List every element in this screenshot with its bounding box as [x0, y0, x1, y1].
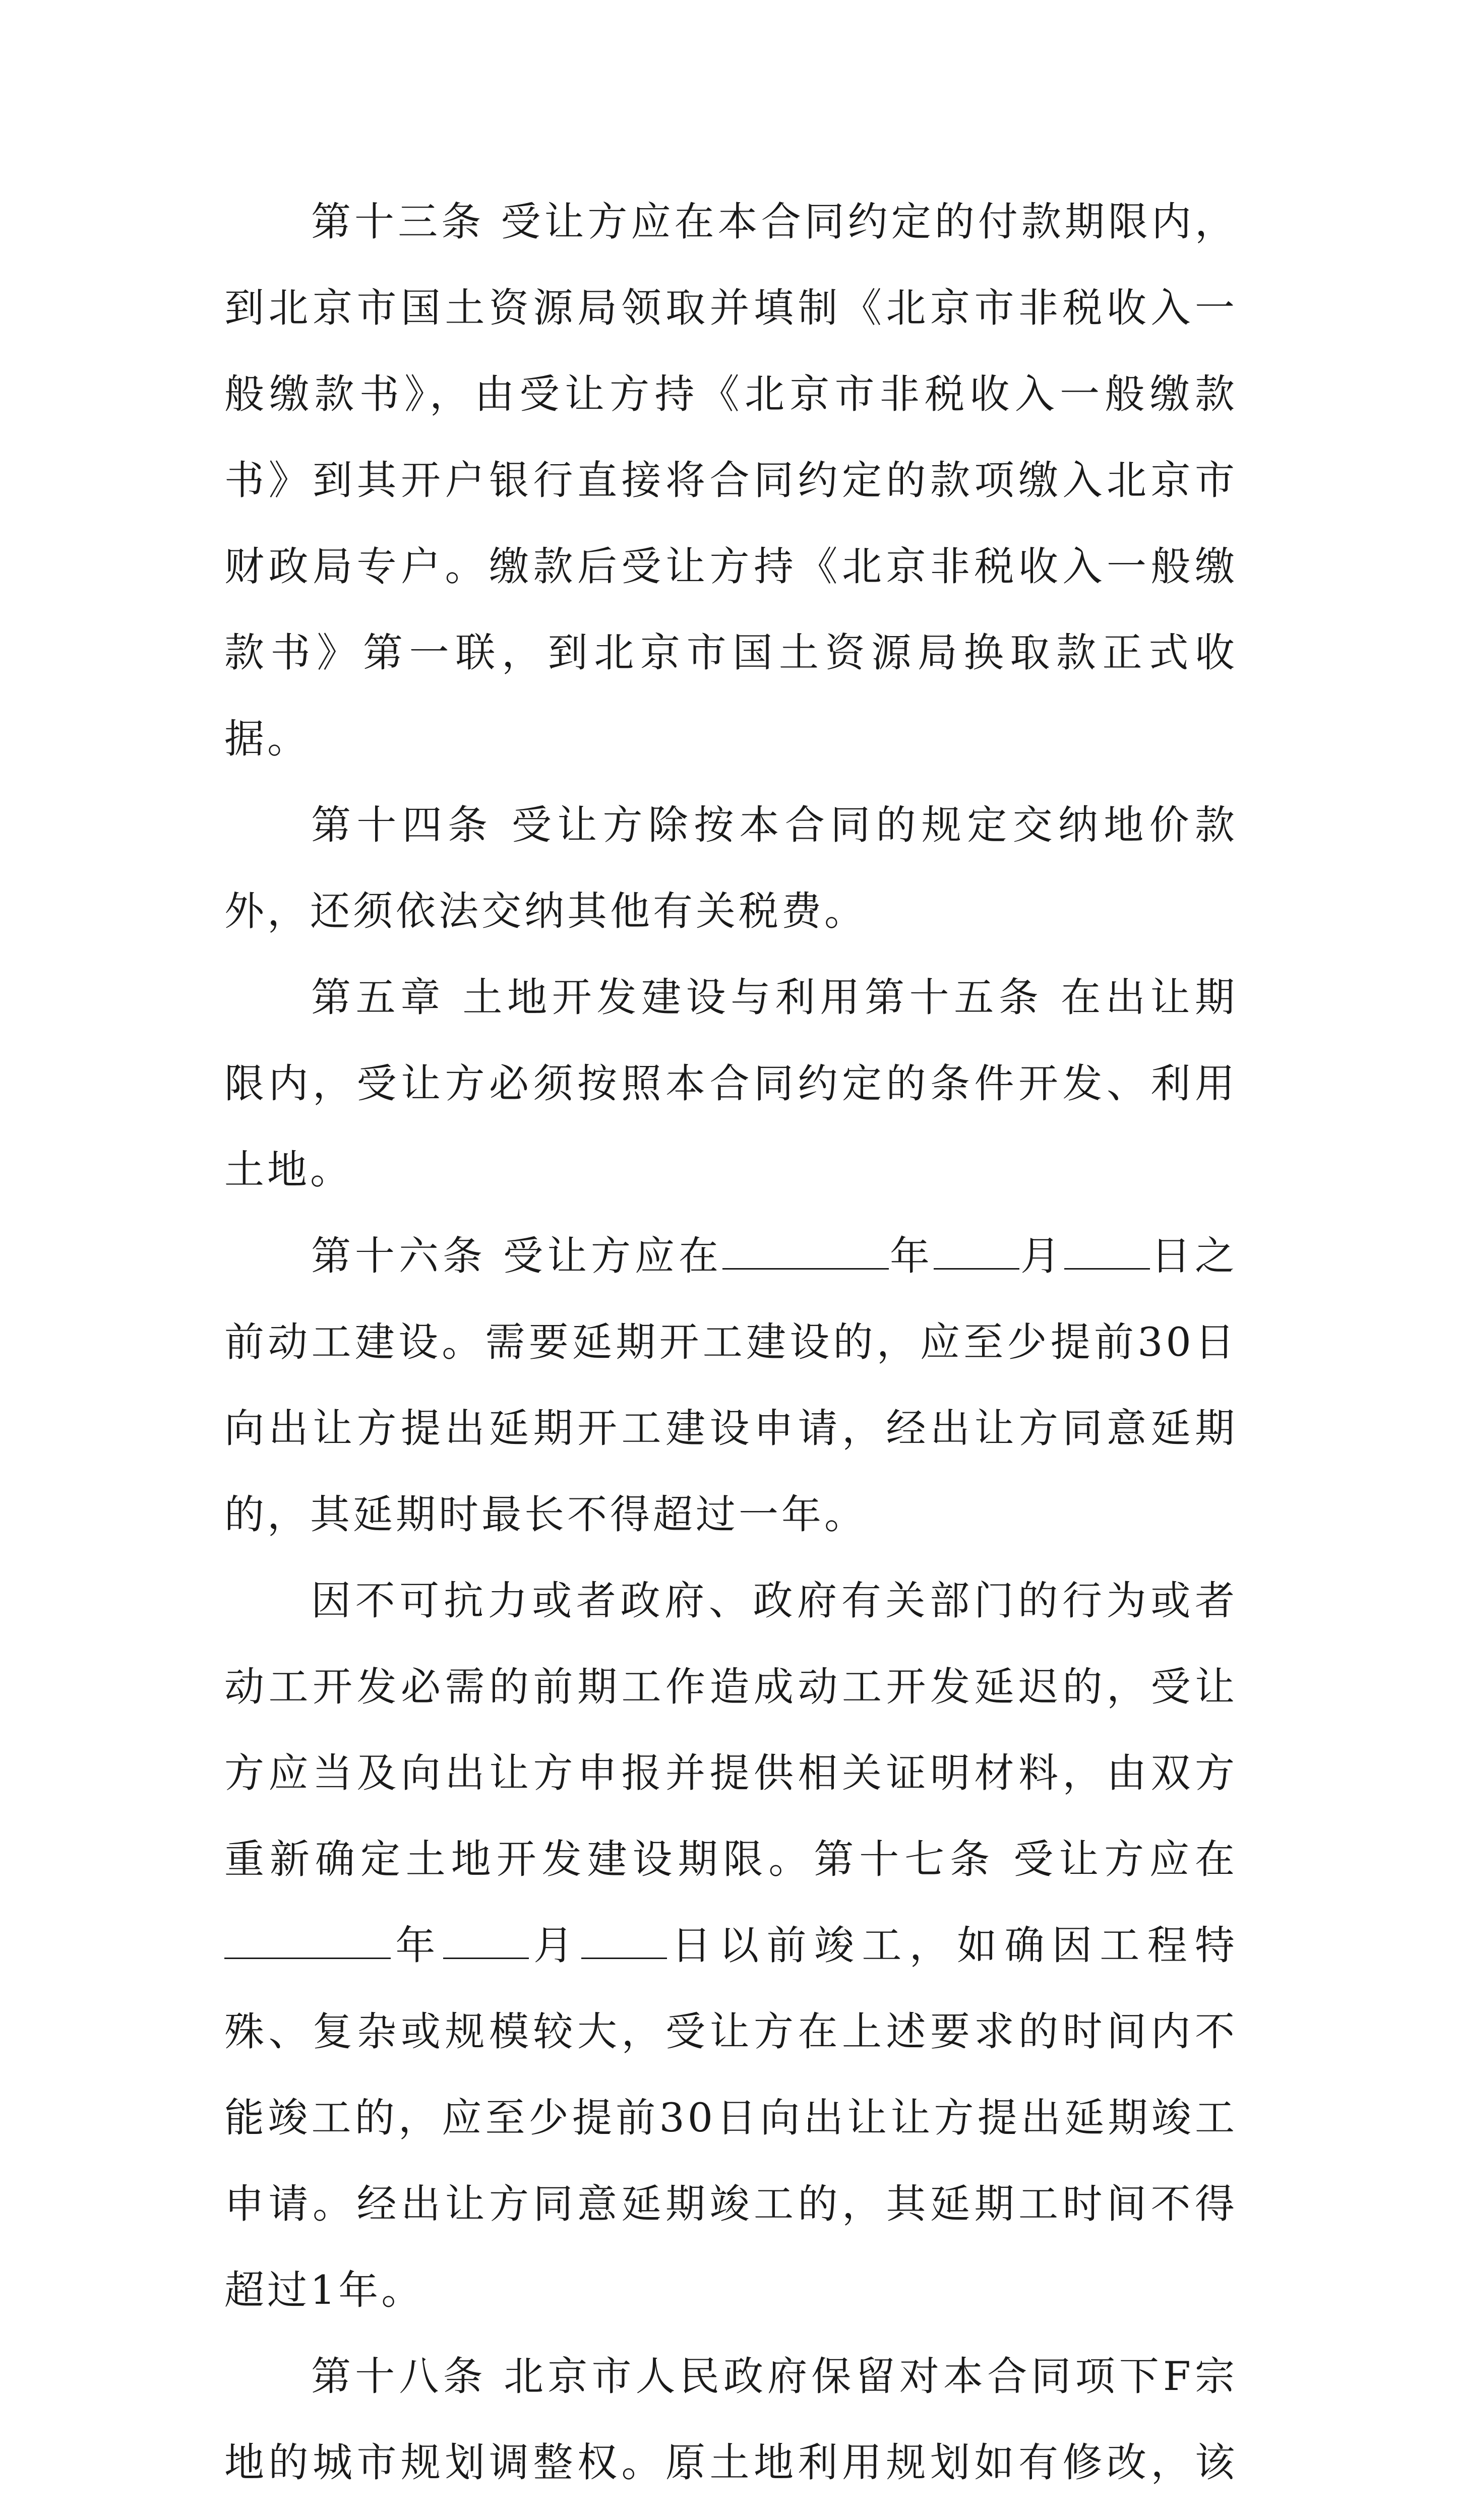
article-17-lead-text: 因不可抗力或者政府、政府有关部门的行为或者动工开发必需的前期工作造成动工开发延迟的，受让方应当及向出让方申报并提供相关证明材料，由双方重新确定土地开发建设期限。第十七条 受让方应在	[224, 1578, 1238, 1882]
month-blank	[443, 1927, 529, 1959]
article-13-paragraph: 第十三条 受让方应在本合同约定的付款期限内，到北京市国土资源局领取并填制《北京市非税收入一般缴款书》，由受让方持《北京市非税收入一般缴款书》到其开户银行直接将合同约定的款项缴入北京市财政局专户。缴款后受让方持《北京非税收入一般缴款书》第一联，到北京市国土资源局换取款正式收据。	[224, 199, 1238, 762]
contract-body	[224, 179, 1238, 2520]
month-blank	[934, 1238, 1019, 1270]
force-majeure-article-17-paragraph	[224, 1558, 1238, 2334]
article-14-paragraph: 第十四条 受让方除按本合同的规定交纳地价款外，还须依法交纳其他有关税费。	[224, 802, 1238, 934]
year-label: 年	[889, 1233, 934, 1279]
day-blank	[1064, 1238, 1150, 1270]
article-17-tail-text: 日以前竣工，如确因工程特殊、复杂或规模较大，受让方在上述要求的时间内不能竣工的，应至少提前30日向出让让方提出延期竣工申请。经出让方同意延期竣工的，其延期工时间不得超过1年。	[224, 1922, 1238, 2313]
article-16-lead-text: 第十六条 受让方应在	[311, 1233, 723, 1279]
chapter-5-article-15-paragraph: 第五章 土地开发建设与利用第十五条 在出让期限内，受让方必须按照本合同约定的条件开发、利用土地。	[224, 974, 1238, 1193]
year-blank	[224, 1927, 391, 1959]
year-blank	[722, 1238, 889, 1270]
day-blank	[581, 1927, 667, 1959]
article-16-paragraph	[224, 1213, 1238, 1558]
year-label: 年	[391, 1922, 443, 1969]
month-label: 月	[528, 1922, 581, 1969]
article-16-tail-text: 日之前动工建设。需要延期开工建设的，应至少提前30日向出让方提出延期开工建设申请，经出让方同意延期的，其延期时最长不得超过一年。	[224, 1233, 1238, 1538]
month-label: 月	[1019, 1233, 1065, 1279]
article-18-paragraph: 第十八条 北京市人民政府保留对本合同项下F宗地的城市规划调整权。原土地利用规划如有修改，该	[224, 2353, 1238, 2486]
